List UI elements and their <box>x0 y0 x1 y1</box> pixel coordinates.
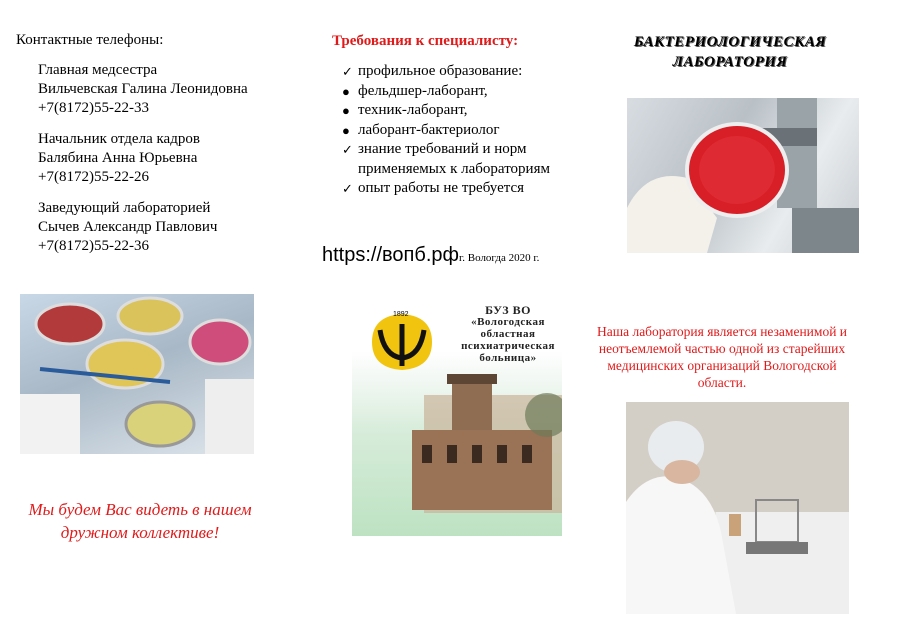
contact-phone: +7(8172)55-22-36 <box>38 238 149 254</box>
bullet-icon: ● <box>342 122 350 138</box>
contact-head-nurse <box>38 61 248 118</box>
petri-dishes-photo <box>20 294 254 454</box>
list-item: ✓ опыт работы не требуется <box>342 179 572 199</box>
requirements-title: Требования к специалисту: <box>332 33 519 49</box>
lab-technician-photo <box>626 402 849 614</box>
contact-phone: +7(8172)55-22-26 <box>38 169 149 185</box>
list-item: ✓ профильное образование: <box>342 62 572 82</box>
list-item: ✓ знание требований и норм применяемых к лабораториям <box>342 141 550 177</box>
list-item: ● лаборант-бактериолог <box>342 121 572 141</box>
contact-name: Сычев Александр Павлович <box>38 219 218 235</box>
contact-lab-head <box>38 199 217 256</box>
microscope-photo <box>627 98 859 253</box>
contact-hr-head <box>38 130 200 187</box>
contact-role: Главная медсестра <box>38 62 158 78</box>
contact-role: Заведующий лабораторией <box>38 200 211 216</box>
contact-phone: +7(8172)55-22-33 <box>38 100 149 116</box>
hospital-logo <box>362 310 442 374</box>
check-icon: ✓ <box>342 181 353 196</box>
contact-name: Вильчевская Галина Леонидовна <box>38 81 248 97</box>
contact-role: Начальник отдела кадров <box>38 131 200 147</box>
check-icon: ✓ <box>342 142 353 157</box>
city-year: г. Вологда 2020 г. <box>458 252 540 264</box>
lab-description: Наша лаборатория является незаменимой и неотъемлемой частью одной из старейших медицинских организаций Вологодской области. <box>596 324 848 390</box>
list-item: ● техник-лаборант, <box>342 101 572 121</box>
bullet-icon: ● <box>342 103 350 118</box>
lab-title: БАКТЕРИОЛОГИЧЕСКАЯ ЛАБОРАТОРИЯ <box>633 34 827 70</box>
list-item: ● фельдшер-лаборант, <box>342 82 572 102</box>
requirements-list <box>342 62 572 199</box>
contacts-title: Контактные телефоны: <box>16 32 164 48</box>
bullet-icon: ● <box>342 83 350 99</box>
footer-line <box>322 244 539 267</box>
organization-name: БУЗ ВО «Вологодская областная психиатрическая больница» <box>461 303 555 364</box>
contact-name: Балябина Анна Юрьевна <box>38 150 198 166</box>
website-url[interactable]: https://вопб.рф <box>322 244 459 266</box>
welcome-message: Мы будем Вас видеть в нашем дружном коллективе! <box>28 500 252 542</box>
check-icon: ✓ <box>342 64 353 79</box>
logo-year: 1892 <box>393 311 409 318</box>
